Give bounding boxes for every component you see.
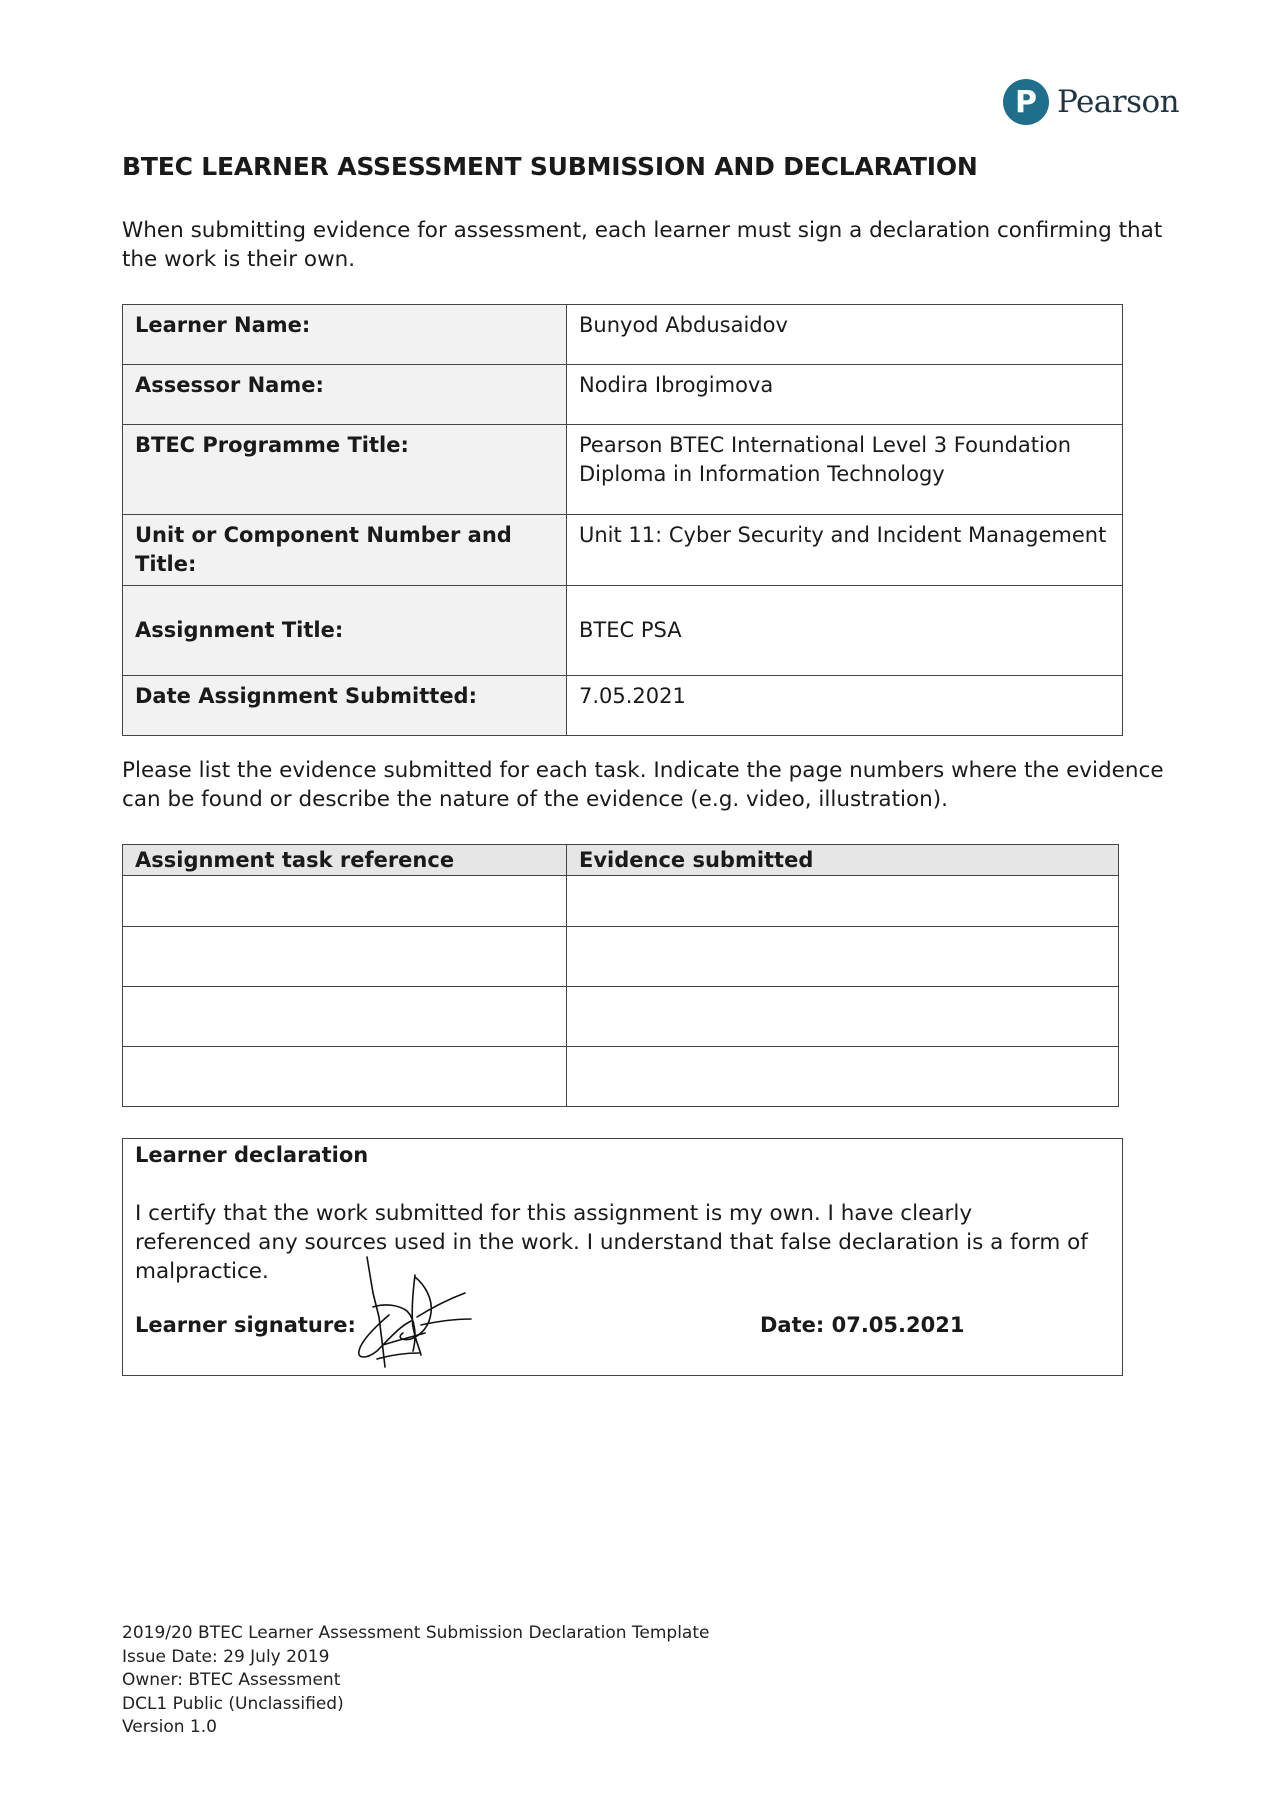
learner-details-table <box>122 304 1123 736</box>
evidence-cell[interactable] <box>567 1047 1119 1107</box>
task-reference-cell[interactable] <box>123 1047 567 1107</box>
declaration-text: I certify that the work submitted for this assignment is my own. I have clearly referenced any sources used in the work. I understand that false declaration is a form of malpractice. <box>135 1201 1088 1284</box>
footer-classification: DCL1 Public (Unclassified) <box>122 1693 344 1714</box>
details-value: Pearson BTEC International Level 3 Foundation Diploma in Information Technology <box>567 425 1123 515</box>
details-value: Bunyod Abdusaidov <box>567 305 1123 365</box>
learner-declaration-box <box>122 1138 1123 1376</box>
details-row <box>123 425 1123 515</box>
declaration-heading: Learner declaration <box>135 1143 369 1167</box>
details-label: Unit or Component Number and Title: <box>123 515 567 586</box>
table-row <box>123 1047 1119 1107</box>
details-row <box>123 305 1123 365</box>
document-footer <box>122 1622 709 1740</box>
task-reference-cell[interactable] <box>123 876 567 927</box>
pearson-logo-text: Pearson <box>1057 84 1180 120</box>
task-reference-cell[interactable] <box>123 987 567 1047</box>
details-row <box>123 515 1123 586</box>
pearson-logo <box>1003 76 1179 128</box>
footer-issue-date: Issue Date: 29 July 2019 <box>122 1646 330 1667</box>
signature-label: Learner signature: <box>135 1313 356 1337</box>
evidence-header-row <box>123 845 1119 876</box>
table-row <box>123 927 1119 987</box>
task-reference-cell[interactable] <box>123 927 567 987</box>
details-value: BTEC PSA <box>567 586 1123 676</box>
details-label: Assessor Name: <box>123 365 567 425</box>
details-row <box>123 676 1123 736</box>
table-row <box>123 987 1119 1047</box>
details-row <box>123 365 1123 425</box>
footer-template-name: 2019/20 BTEC Learner Assessment Submission Declaration Template <box>122 1623 710 1643</box>
intro-text: When submitting evidence for assessment, each learner must sign a declaration confirming that the work is their own. <box>122 218 1163 272</box>
details-label: Learner Name: <box>123 305 567 365</box>
evidence-cell[interactable] <box>567 987 1119 1047</box>
details-label: Date Assignment Submitted: <box>123 676 567 736</box>
column-header-task-reference: Assignment task reference <box>123 845 567 876</box>
details-label: BTEC Programme Title: <box>123 425 567 515</box>
evidence-instructions: Please list the evidence submitted for each task. Indicate the page numbers where the evidence can be found or describe the nature of the evidence (e.g. video, illustration). <box>122 758 1164 812</box>
footer-version: Version 1.0 <box>122 1717 217 1737</box>
evidence-table <box>122 844 1119 1107</box>
details-value: Nodira Ibrogimova <box>567 365 1123 425</box>
details-label: Assignment Title: <box>123 586 567 676</box>
details-value: Unit 11: Cyber Security and Incident Management <box>567 515 1123 586</box>
table-row <box>123 876 1119 927</box>
footer-owner: Owner: BTEC Assessment <box>122 1670 341 1690</box>
evidence-cell[interactable] <box>567 876 1119 927</box>
column-header-evidence: Evidence submitted <box>567 845 1119 876</box>
declaration-date: Date: 07.05.2021 <box>760 1313 965 1337</box>
details-value: 7.05.2021 <box>567 676 1123 736</box>
details-row <box>123 586 1123 676</box>
page-title: BTEC LEARNER ASSESSMENT SUBMISSION AND DECLARATION <box>122 152 978 181</box>
handwritten-signature <box>355 1255 475 1373</box>
pearson-logo-icon: P <box>1003 79 1049 125</box>
evidence-cell[interactable] <box>567 927 1119 987</box>
